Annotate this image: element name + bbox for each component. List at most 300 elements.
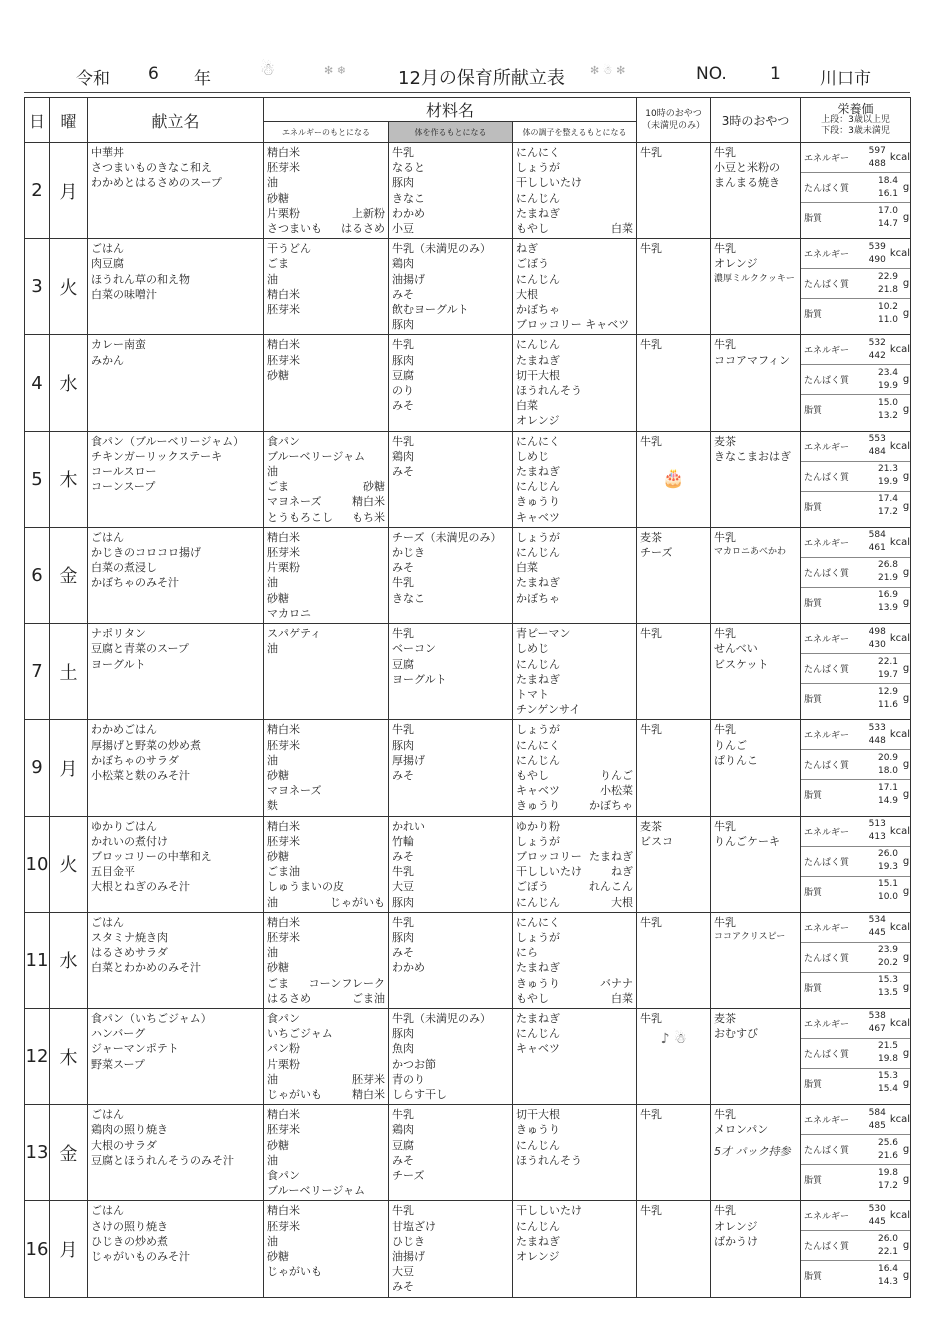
nutrition-protein-label: たんぱく質 — [804, 761, 850, 772]
condition-food-item-text: ごぼう — [516, 880, 549, 894]
body-food-item — [392, 1234, 509, 1249]
condition-food-item-text: たまねぎ — [589, 849, 634, 863]
energy-food-item-text: 砂糖 — [267, 368, 289, 382]
date-cell: 10 — [25, 816, 50, 912]
header — [24, 60, 910, 90]
condition-food-item-text: 干ししいたけ — [516, 865, 582, 879]
energy-food-item-text: じゃがいも — [267, 1265, 322, 1279]
nutrition-fat-values — [862, 686, 902, 712]
condition-food-cell — [513, 335, 637, 431]
condition-food-item-text: にんじん — [516, 1027, 560, 1041]
energy-food-item — [267, 895, 385, 910]
nutrition-protein-label: たんぱく質 — [804, 376, 850, 387]
body-food-item — [392, 1057, 509, 1072]
energy-food-item-text: 胚芽米 — [267, 738, 300, 752]
snack10-cell — [637, 1105, 711, 1201]
energy-food-cell — [264, 239, 389, 335]
nutrition-protein-unit: g — [902, 663, 910, 675]
date-cell: 7 — [25, 624, 50, 720]
no-value: 1 — [770, 64, 781, 84]
energy-food-item — [267, 591, 385, 606]
nutrition-fat-row — [801, 1165, 910, 1194]
energy-food-item — [267, 1153, 385, 1168]
body-food-item-text: みそ — [392, 1153, 414, 1167]
energy-food-item — [267, 606, 385, 621]
condition-food-item — [516, 206, 633, 221]
energy-food-item-text: 油 — [267, 272, 278, 286]
nutrition-fat-row — [801, 395, 910, 424]
body-food-item-text: なると — [392, 161, 425, 175]
date-cell: 11 — [25, 912, 50, 1008]
body-food-item-text: 豆腐 — [392, 657, 414, 671]
body-food-item — [392, 256, 509, 271]
energy-food-item-text: さつまいも — [267, 222, 322, 236]
nutrition-protein-values — [862, 848, 902, 874]
nutrition-fat-lower: 15.4 — [877, 1084, 899, 1095]
nutrition-fat-upper: 15.3 — [877, 1071, 899, 1082]
nutrition-fat-label: 脂質 — [804, 1079, 823, 1090]
body-food-item — [392, 337, 509, 352]
nutrition-box — [801, 817, 910, 906]
energy-food-item — [267, 1122, 385, 1137]
nutrition-fat-lower: 13.5 — [877, 988, 899, 999]
col-energy-group: エネルギーのもとになる — [264, 122, 389, 143]
nutrition-energy-unit: kcal — [889, 248, 911, 260]
condition-food-item — [516, 768, 633, 783]
menu-item: チキンガーリックステーキ — [91, 449, 223, 463]
body-food-item-text: 豚肉 — [392, 318, 414, 332]
energy-food-cell — [264, 527, 389, 623]
body-food-item-text: みそ — [392, 946, 414, 960]
energy-food-item — [267, 175, 385, 190]
music-note-icon: ♪ ☃ — [660, 1031, 687, 1048]
body-food-item — [392, 1203, 509, 1218]
condition-food-item-text: ねぎ — [516, 242, 538, 256]
snack10-item: 牛乳 — [640, 723, 663, 737]
nutrition-energy-label: エネルギー — [804, 923, 850, 934]
energy-food-item-text: ブルーベリージャム — [267, 1184, 366, 1198]
condition-food-item-text: にんじん — [516, 657, 560, 671]
nutrition-energy-row — [801, 432, 910, 462]
body-food-item-text: 牛乳 — [392, 146, 414, 159]
nutrition-protein-lower: 19.7 — [877, 669, 899, 680]
energy-food-item — [267, 353, 385, 368]
nutrition-fat-values — [862, 205, 902, 231]
nutrition-energy-values — [855, 433, 890, 459]
body-food-item — [392, 221, 509, 236]
nutrition-protein-upper: 21.3 — [877, 464, 899, 475]
nutrition-energy-row — [801, 1009, 910, 1039]
nutrition-energy-upper: 538 — [868, 1011, 886, 1022]
menu-item: さつまいものきなこ和え — [91, 161, 212, 175]
condition-food-item-text: もやし — [516, 768, 549, 782]
energy-food-cell — [264, 143, 389, 239]
nutrition-box — [801, 1105, 910, 1194]
nutrition-fat-lower: 17.2 — [877, 507, 899, 518]
body-food-item-text: みそ — [392, 399, 414, 413]
day-row — [25, 431, 911, 527]
city-name: 川口市 — [820, 69, 871, 89]
body-food-item-text: ひじき — [392, 1234, 425, 1248]
nutrition-energy-values — [855, 1203, 890, 1229]
nutrition-protein-values — [862, 656, 902, 682]
condition-food-item-text: きゅうり — [516, 1123, 560, 1137]
body-food-item — [392, 768, 509, 783]
snack3-cell — [711, 720, 801, 816]
energy-food-item — [267, 545, 385, 560]
nutrition-energy-values — [855, 241, 890, 267]
body-food-item — [392, 368, 509, 383]
energy-food-item-text: マヨネーズ — [267, 784, 322, 798]
nutrition-fat-unit: g — [902, 1077, 910, 1089]
nutrition-energy-unit: kcal — [889, 344, 911, 356]
nutrition-fat-lower: 14.7 — [877, 218, 899, 229]
energy-food-item-text: マカロニ — [267, 606, 311, 620]
condition-food-item-text: りんご — [600, 768, 634, 782]
menu-item: 白菜の味噌汁 — [91, 287, 157, 301]
nutrition-fat-row — [801, 203, 910, 232]
nutrition-fat-values — [862, 589, 902, 615]
energy-food-item — [267, 1234, 385, 1249]
energy-food-item — [267, 287, 385, 302]
nutrition-energy-values — [855, 914, 890, 940]
nutrition-energy-values — [855, 529, 890, 555]
nutrition-protein-unit: g — [902, 1240, 910, 1252]
menu-item: 五目金平 — [91, 865, 135, 879]
energy-food-item-text: 胚芽米 — [267, 1219, 300, 1233]
menu-item: 豆腐とほうれんそうのみそ汁 — [91, 1153, 234, 1167]
body-food-item-text: 油揚げ — [392, 272, 425, 286]
energy-food-item-text: 砂糖 — [267, 1250, 289, 1264]
nutrition-fat-values — [862, 974, 902, 1000]
menu-item: ハンバーグ — [91, 1027, 146, 1041]
snack3-item: せんべい — [714, 642, 758, 656]
snack10-cell — [637, 431, 711, 527]
condition-food-cell — [513, 624, 637, 720]
body-food-item — [392, 1168, 509, 1183]
condition-food-item — [516, 1219, 633, 1234]
menu-item: 厚揚げと野菜の炒め煮 — [91, 738, 201, 752]
body-food-cell — [389, 143, 513, 239]
energy-food-item-text: じゃがいも — [267, 1087, 322, 1101]
body-food-item — [392, 449, 509, 464]
body-food-item-text: しらす干し — [392, 1087, 447, 1101]
col-nutrition-title: 栄養価 — [837, 101, 874, 116]
snack10-item: ビスコ — [640, 834, 674, 848]
energy-food-item — [267, 337, 385, 352]
energy-food-item — [267, 722, 385, 737]
energy-food-item-text: 油 — [267, 1153, 278, 1167]
energy-food-item — [267, 834, 385, 849]
nutrition-box — [801, 624, 910, 713]
condition-food-cell — [513, 1008, 637, 1104]
nutrition-protein-unit: g — [902, 1144, 910, 1156]
body-food-item-text: かれい — [392, 819, 425, 833]
energy-food-item — [267, 479, 385, 494]
nutrition-fat-lower: 14.9 — [877, 795, 899, 806]
condition-food-item — [516, 976, 633, 991]
energy-food-item-text: 胚芽米 — [267, 161, 300, 175]
condition-food-item-text: にんじん — [516, 191, 560, 205]
menu-cell — [88, 912, 264, 1008]
day-row — [25, 335, 911, 431]
condition-food-item-text: 小松菜 — [600, 784, 634, 798]
nutrition-energy-values — [855, 1010, 890, 1036]
energy-food-item — [267, 849, 385, 864]
energy-food-cell — [264, 431, 389, 527]
energy-food-item — [267, 1026, 385, 1041]
condition-food-item-text: 切干大根 — [516, 1108, 560, 1122]
nutrition-protein-unit: g — [902, 566, 910, 578]
condition-food-item-text: たまねぎ — [516, 465, 560, 479]
body-food-item-text: 豚肉 — [392, 176, 414, 190]
col-snack10-title: 10時のおやつ — [645, 109, 702, 119]
condition-food-item-text: かぼちゃ — [516, 591, 560, 605]
energy-food-item-text: パン粉 — [267, 1042, 300, 1056]
nutrition-protein-lower: 19.3 — [877, 862, 899, 873]
date-cell: 16 — [25, 1201, 50, 1297]
snack3-item: 牛乳 — [714, 1204, 737, 1218]
energy-food-item-text: 精白米 — [267, 146, 300, 159]
body-food-item-text: 魚肉 — [392, 1042, 414, 1056]
energy-food-item-text: ブルーベリージャム — [267, 449, 366, 463]
snack3-item: ココアマフィン — [714, 353, 791, 367]
condition-food-item — [516, 510, 633, 525]
nutrition-protein-values — [862, 1137, 902, 1163]
snack10-item: 牛乳 — [640, 1011, 663, 1025]
nutrition-protein-row — [801, 654, 910, 684]
nutrition-protein-values — [862, 271, 902, 297]
nutrition-fat-upper: 17.4 — [877, 494, 899, 505]
nutrition-energy-label: エネルギー — [804, 1116, 850, 1127]
snack3-item: おむすび — [714, 1027, 759, 1041]
nutrition-fat-lower: 14.3 — [877, 1276, 899, 1287]
body-food-item — [392, 1279, 509, 1294]
condition-food-item-text: もやし — [516, 222, 549, 236]
nutrition-cell — [801, 912, 911, 1008]
day-row — [25, 239, 911, 335]
body-food-item-text: 青のり — [392, 1072, 425, 1086]
condition-food-cell — [513, 1201, 637, 1297]
nutrition-box — [801, 528, 910, 617]
body-food-item-text: 牛乳（未満児のみ） — [392, 242, 491, 256]
condition-food-item-text: しょうが — [516, 723, 560, 737]
nutrition-cell — [801, 527, 911, 623]
nutrition-cell — [801, 816, 911, 912]
menu-item: 白菜の煮浸し — [91, 561, 157, 575]
condition-food-item — [516, 449, 633, 464]
energy-food-item-text: とうもろこし — [267, 510, 333, 524]
energy-food-item-text: 胚芽米 — [352, 1072, 385, 1086]
nutrition-energy-lower: 413 — [868, 832, 886, 843]
energy-food-item-text: 精白米 — [352, 495, 385, 509]
nutrition-fat-upper: 15.1 — [877, 879, 899, 890]
nutrition-fat-unit: g — [902, 693, 910, 705]
body-food-item-text: きなこ — [392, 591, 425, 605]
snack10-item: 牛乳 — [640, 242, 663, 256]
nutrition-fat-row — [801, 1069, 910, 1098]
menu-item: さけの照り焼き — [91, 1219, 168, 1233]
menu-item: かじきのコロコロ揚げ — [91, 546, 201, 560]
nutrition-fat-unit: g — [902, 212, 910, 223]
menu-item: コールスロー — [91, 465, 157, 479]
condition-food-item-text: にんにく — [516, 738, 560, 752]
nutrition-fat-row — [801, 877, 910, 906]
energy-food-item-text: 砂糖 — [267, 849, 289, 863]
no-label: NO. — [696, 64, 727, 84]
nutrition-protein-unit: g — [902, 374, 910, 386]
energy-food-cell — [264, 624, 389, 720]
day-row — [25, 816, 911, 912]
body-food-item — [392, 722, 509, 737]
energy-food-item — [267, 1203, 385, 1218]
energy-food-item-text: 精白米 — [267, 723, 300, 737]
energy-food-item — [267, 575, 385, 590]
menu-item: みかん — [91, 353, 124, 367]
condition-food-item-text: たまねぎ — [516, 672, 560, 686]
body-food-item — [392, 834, 509, 849]
energy-food-item — [267, 272, 385, 287]
nutrition-protein-unit: g — [902, 182, 910, 193]
menu-item: コーンスープ — [91, 480, 156, 494]
nutrition-energy-unit: kcal — [889, 152, 911, 163]
energy-food-item — [267, 1011, 385, 1026]
energy-food-item — [267, 930, 385, 945]
menu-item: 野菜スープ — [91, 1057, 145, 1071]
condition-food-item-text: たまねぎ — [516, 961, 560, 975]
nutrition-energy-lower: 445 — [868, 928, 886, 939]
body-food-cell — [389, 816, 513, 912]
energy-food-item-text: 胚芽米 — [267, 353, 300, 367]
nutrition-protein-label: たんぱく質 — [804, 857, 850, 868]
body-food-item — [392, 287, 509, 302]
snack10-cell — [637, 335, 711, 431]
menu-cell — [88, 816, 264, 912]
condition-food-item-text: にんにく — [516, 434, 560, 448]
snack3-item: メロンパン — [714, 1123, 769, 1137]
condition-food-item — [516, 545, 633, 560]
menu-item: ごはん — [91, 530, 124, 544]
header-divider — [24, 92, 910, 93]
body-food-item — [392, 545, 509, 560]
condition-food-item — [516, 1107, 633, 1122]
nutrition-fat-unit: g — [902, 885, 910, 897]
weekday-cell: 水 — [50, 912, 88, 1008]
nutrition-fat-row — [801, 973, 910, 1002]
day-row — [25, 527, 911, 623]
nutrition-protein-upper: 25.6 — [877, 1137, 899, 1148]
energy-food-item-text: 精白米 — [352, 1087, 385, 1101]
body-food-item-text: 大豆 — [392, 880, 414, 894]
energy-food-item — [267, 945, 385, 960]
condition-food-item — [516, 945, 633, 960]
condition-food-item-text: しょうが — [516, 834, 560, 848]
body-food-cell — [389, 1105, 513, 1201]
condition-food-item — [516, 641, 633, 656]
menu-item: 豆腐と青菜のスープ — [91, 642, 189, 656]
energy-food-item — [267, 256, 385, 271]
condition-food-item — [516, 464, 633, 479]
energy-food-item-text: ごま — [267, 480, 289, 494]
year-unit: 年 — [194, 69, 211, 89]
body-food-item — [392, 895, 509, 910]
cake-illustration: 🎂 — [662, 467, 685, 489]
body-food-item-text: わかめ — [392, 206, 425, 220]
nutrition-energy-lower: 461 — [868, 543, 886, 554]
energy-food-item-text: 干うどん — [267, 242, 311, 256]
snack10-item: 牛乳 — [640, 146, 663, 159]
menu-item: はるさめサラダ — [91, 946, 168, 960]
nutrition-fat-label: 脂質 — [804, 598, 823, 609]
condition-food-item — [516, 991, 633, 1006]
energy-food-item-text: 油 — [267, 465, 278, 479]
date-cell: 6 — [25, 527, 50, 623]
nutrition-cell — [801, 624, 911, 720]
body-food-item-text: 鶏肉 — [392, 1123, 414, 1137]
condition-food-item — [516, 434, 633, 449]
nutrition-protein-label: たんぱく質 — [804, 472, 850, 483]
menu-item: 肉豆腐 — [91, 257, 124, 271]
nutrition-protein-row — [801, 1039, 910, 1069]
snack10-cell — [637, 624, 711, 720]
menu-item: スタミナ焼き肉 — [91, 930, 168, 944]
nutrition-fat-row — [801, 588, 910, 617]
energy-food-item-text: 砂糖 — [267, 768, 289, 782]
nutrition-protein-label: たんぱく質 — [804, 665, 850, 676]
condition-food-item-text: バナナ — [600, 976, 634, 990]
nutrition-protein-lower: 22.1 — [877, 1246, 899, 1257]
nutrition-protein-upper: 26.0 — [877, 1233, 899, 1244]
condition-food-item-text: トマト — [516, 687, 549, 701]
menu-item: かぼちゃのみそ汁 — [91, 576, 179, 590]
energy-food-item — [267, 1219, 385, 1234]
condition-food-item — [516, 337, 633, 352]
condition-food-item — [516, 672, 633, 687]
energy-food-item — [267, 991, 385, 1006]
day-row — [25, 912, 911, 1008]
nutrition-protein-upper: 23.9 — [877, 945, 899, 956]
condition-food-item — [516, 302, 633, 317]
nutrition-energy-row — [801, 143, 910, 173]
energy-food-item-text: じゃがいも — [330, 895, 385, 909]
body-food-item-text: みそ — [392, 768, 414, 782]
nutrition-energy-values — [855, 337, 890, 363]
body-food-item — [392, 1072, 509, 1087]
condition-food-item-text: キャベツ — [516, 1042, 560, 1056]
menu-item: ほうれん草の和え物 — [91, 272, 190, 286]
body-food-item-text: ベーコン — [392, 642, 436, 656]
weekday-cell: 火 — [50, 239, 88, 335]
snack3-item: きなこまおはぎ — [714, 449, 792, 463]
condition-food-item — [516, 849, 633, 864]
menu-cell — [88, 720, 264, 816]
nutrition-fat-label: 脂質 — [804, 1272, 823, 1283]
condition-food-item — [516, 626, 633, 641]
body-food-item-text: みそ — [392, 465, 414, 479]
body-food-cell — [389, 1008, 513, 1104]
snack10-item: 牛乳 — [640, 1204, 663, 1218]
condition-food-item — [516, 560, 633, 575]
body-food-item-text: 牛乳 — [392, 434, 414, 448]
body-food-item-text: 甘塩ざけ — [392, 1219, 436, 1233]
weekday-cell: 月 — [50, 1201, 88, 1297]
snack3-cell — [711, 816, 801, 912]
nutrition-fat-unit: g — [902, 981, 910, 993]
energy-food-item-text: 精白米 — [267, 287, 300, 301]
nutrition-energy-row — [801, 817, 910, 847]
weekday-cell: 月 — [50, 720, 88, 816]
nutrition-fat-row — [801, 1261, 910, 1290]
